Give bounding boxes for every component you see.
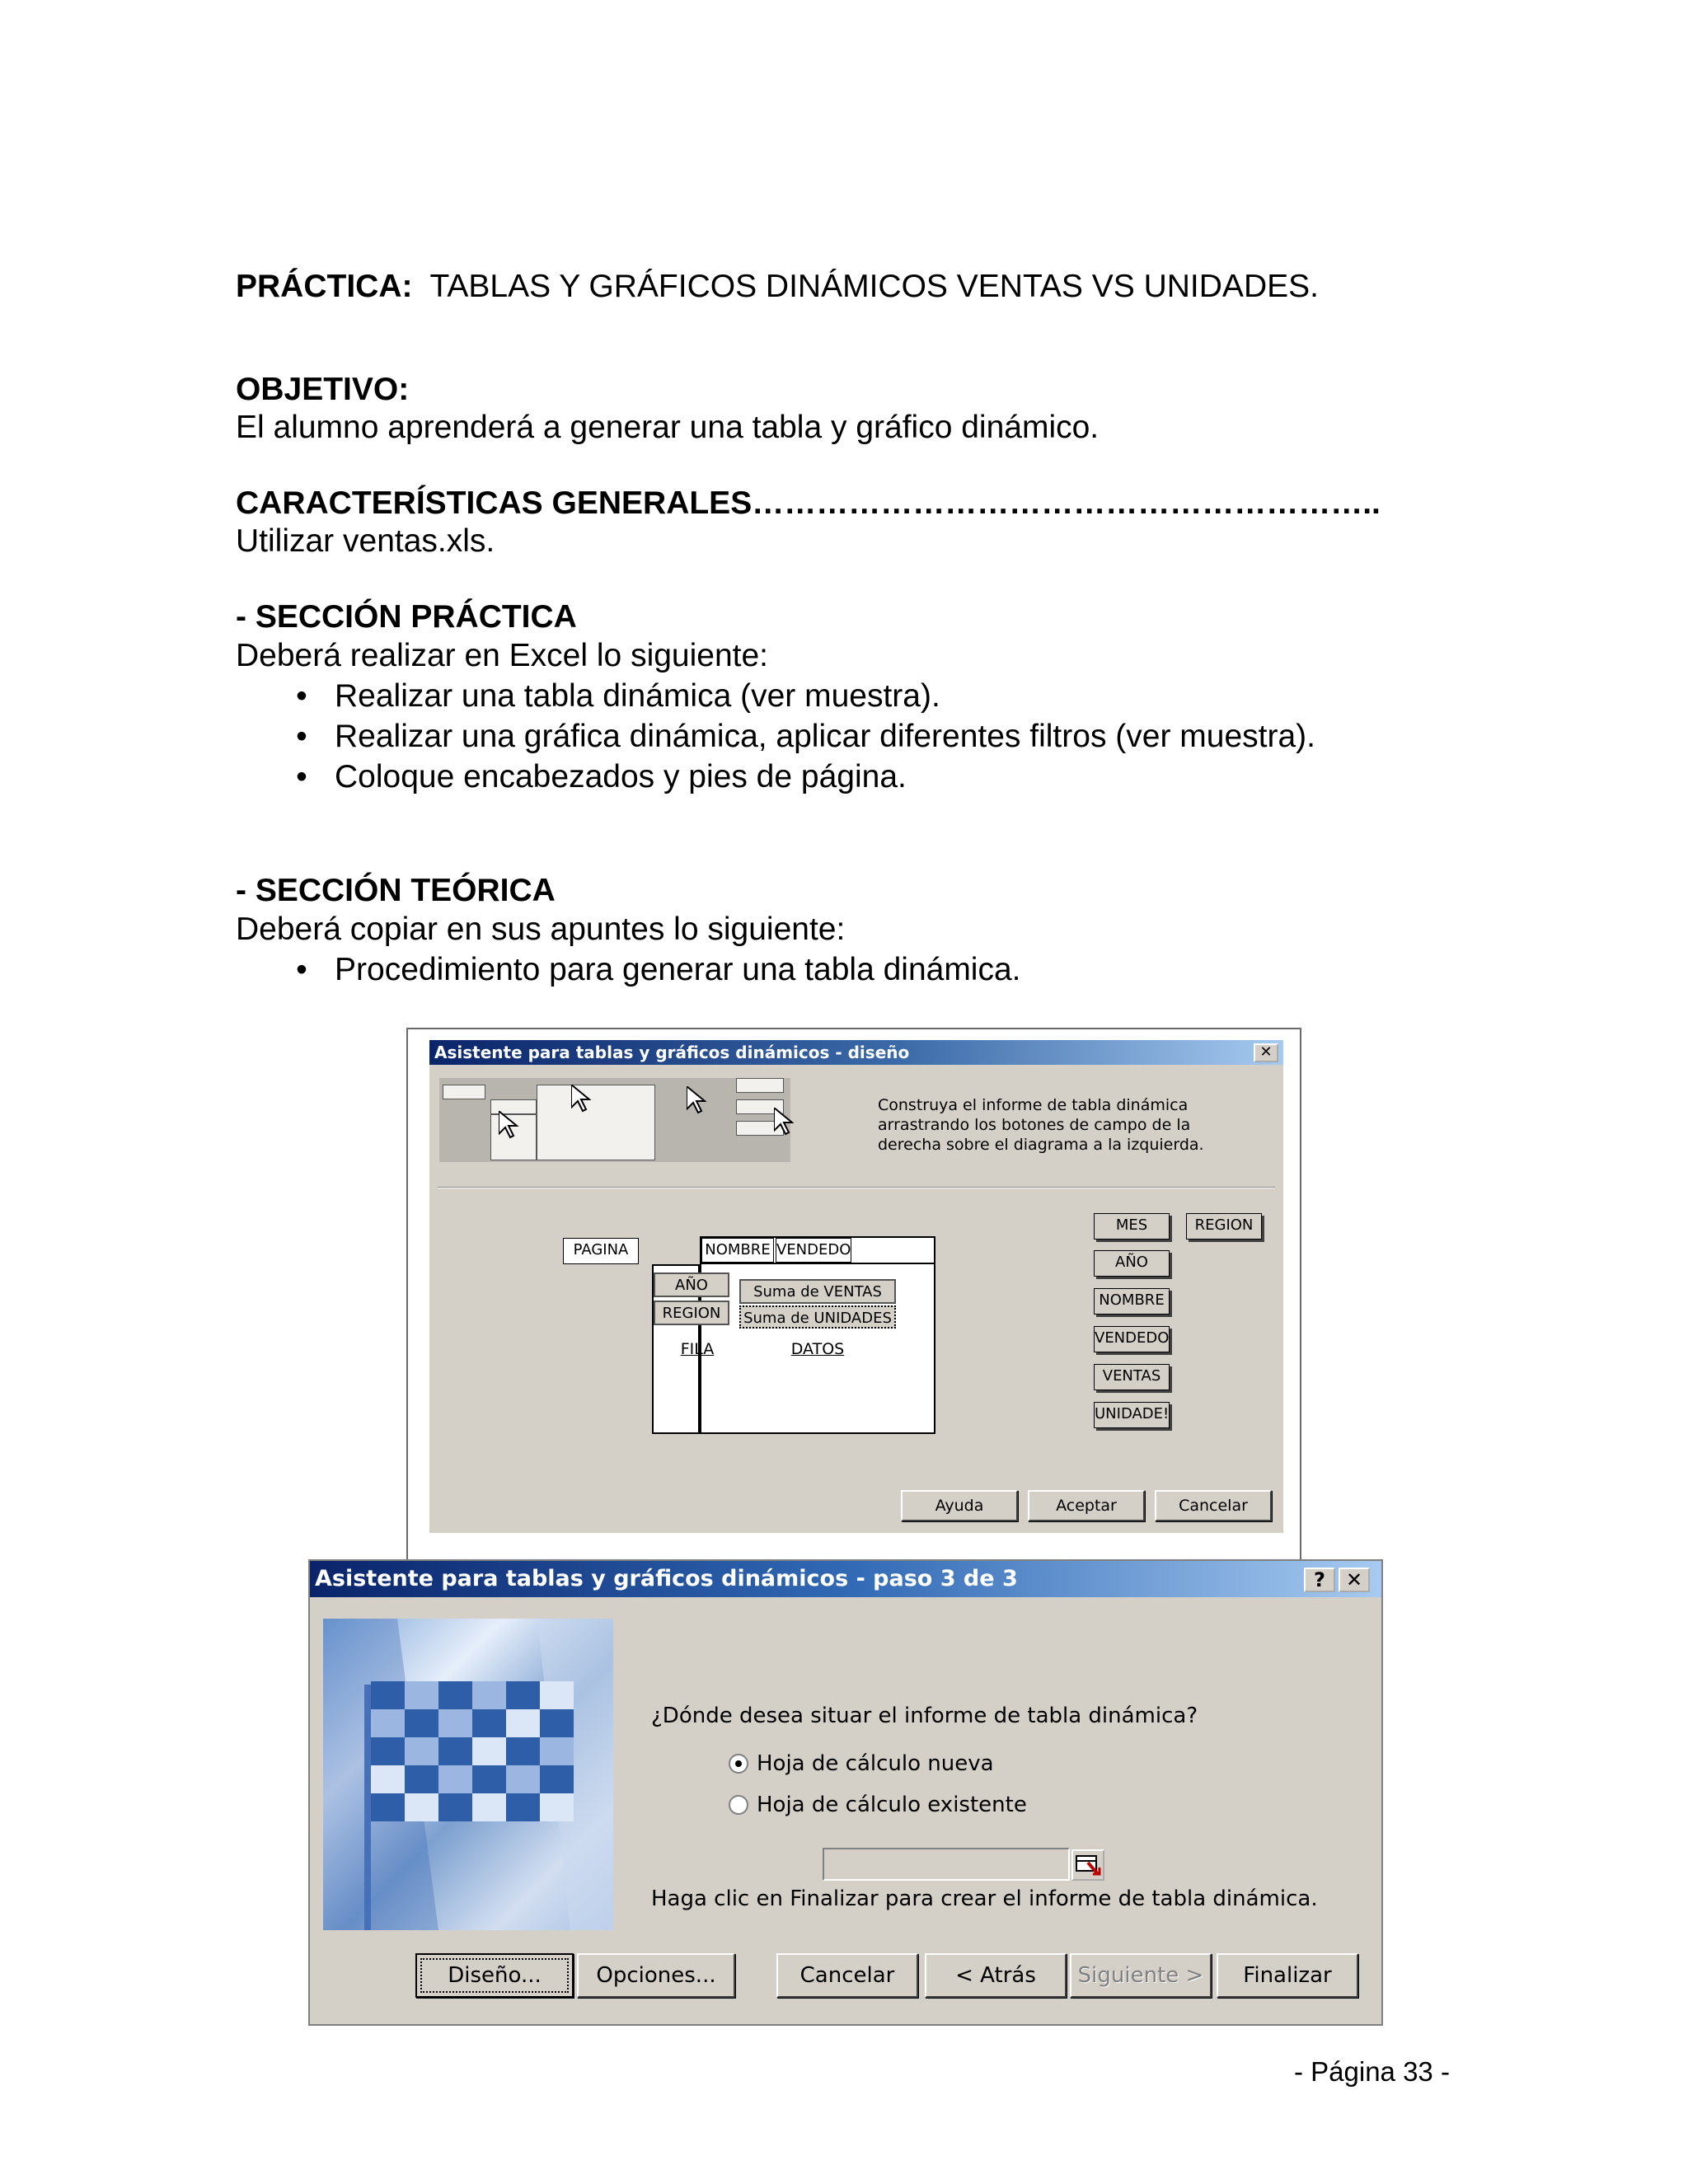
finish-button[interactable] (1217, 1953, 1358, 1998)
caracteristicas-text: Utilizar ventas.xls. (236, 523, 495, 559)
data-field-zone[interactable] (700, 1236, 935, 1434)
layout-dialog-title: Asistente para tablas y gráficos dinámicos - diseño (429, 1040, 1283, 1065)
seccion-practica-intro: Deberá realizar en Excel lo siguiente: (236, 638, 769, 673)
field-button-mes[interactable]: MES (1094, 1213, 1170, 1240)
help-button[interactable] (901, 1490, 1018, 1521)
column-field-nombre[interactable]: NOMBRE (701, 1238, 774, 1263)
practica-label: PRÁCTICA: (236, 269, 413, 304)
checkered-flag-illustration (323, 1619, 613, 1930)
bullet-icon: • (296, 952, 307, 987)
cursor-icon (571, 1085, 591, 1113)
ok-button[interactable] (1028, 1490, 1145, 1521)
column-field-vendedor[interactable]: VENDEDO (776, 1238, 851, 1263)
field-button-ventas[interactable]: VENTAS (1094, 1364, 1170, 1390)
help-button-label: Ayuda (935, 1497, 984, 1515)
data-field-unidades[interactable]: Suma de UNIDADES (739, 1305, 896, 1329)
objetivo-heading: OBJETIVO: (236, 372, 410, 407)
wizard-title: Asistente para tablas y gráficos dinámicos - paso 3 de 3 (310, 1561, 1381, 1597)
layout-button-label: Diseño... (448, 1963, 542, 1988)
next-button[interactable] (1070, 1953, 1212, 1998)
bullet-icon: • (296, 678, 307, 714)
options-button-label: Opciones... (596, 1963, 716, 1988)
ok-button-label: Aceptar (1056, 1497, 1117, 1515)
seccion-teorica-heading: - SECCIÓN TEÓRICA (236, 873, 556, 908)
close-icon[interactable]: ✕ (1254, 1043, 1278, 1062)
layout-dialog (429, 1040, 1283, 1533)
list-item-text: Realizar una gráfica dinámica, aplicar diferentes filtros (ver muestra). (335, 719, 1315, 754)
list-item-text: Realizar una tabla dinámica (ver muestra). (335, 678, 940, 714)
field-button-nombre[interactable]: NOMBRE (1094, 1288, 1170, 1315)
back-button-label: < Atrás (955, 1963, 1036, 1988)
cancel-button[interactable] (1155, 1490, 1272, 1521)
separator (438, 1187, 1275, 1188)
layout-instructions: Construya el informe de tabla dinámica arrastrando los botones de campo de la derecha sobre el diagrama a la izquierda. (878, 1096, 1204, 1154)
row-zone-label: FILA (680, 1340, 715, 1358)
cancel-button-label: Cancelar (799, 1963, 895, 1988)
field-button-region[interactable]: REGION (1186, 1213, 1262, 1240)
range-input[interactable] (823, 1848, 1070, 1881)
cursor-icon (774, 1108, 794, 1136)
caracteristicas-heading: CARACTERÍSTICAS GENERALES………………………………………………….. (236, 485, 1381, 521)
radio-button[interactable] (729, 1795, 748, 1815)
back-button[interactable] (925, 1953, 1067, 1998)
finish-hint: Haga clic en Finalizar para crear el informe de tabla dinámica. (651, 1886, 1318, 1911)
option-existing-sheet-label: Hoja de cálculo existente (757, 1793, 1027, 1817)
data-field-ventas[interactable]: Suma de VENTAS (739, 1279, 896, 1304)
data-zone-label: DATOS (790, 1340, 845, 1358)
page-number: - Página 33 - (1294, 2056, 1450, 2087)
next-button-label: Siguiente > (1077, 1963, 1204, 1988)
cursor-icon (687, 1086, 706, 1114)
option-new-sheet[interactable] (729, 1750, 1058, 1780)
layout-button[interactable] (415, 1953, 574, 1998)
row-field-ano[interactable]: AÑO (654, 1272, 729, 1297)
finish-button-label: Finalizar (1243, 1963, 1332, 1988)
close-icon[interactable]: ✕ (1339, 1568, 1370, 1592)
bullet-icon: • (296, 759, 307, 794)
bullet-icon: • (296, 719, 307, 754)
options-button[interactable] (577, 1953, 735, 1998)
page-field-zone[interactable]: PAGINA (563, 1238, 639, 1264)
layout-diagram-illustration (439, 1078, 790, 1162)
list-item-text: Coloque encabezados y pies de página. (335, 759, 907, 794)
range-select-icon[interactable] (1071, 1849, 1104, 1881)
field-button-vendedor[interactable]: VENDEDO (1094, 1326, 1170, 1352)
field-button-ano[interactable]: AÑO (1094, 1250, 1170, 1277)
wizard-step3-dialog (308, 1559, 1383, 2026)
objetivo-text: El alumno aprenderá a generar una tabla y gráfico dinámico. (236, 410, 1100, 445)
radio-button[interactable] (729, 1754, 748, 1774)
location-question: ¿Dónde desea situar el informe de tabla dinámica? (651, 1704, 1198, 1728)
cancel-button[interactable] (776, 1953, 918, 1998)
seccion-teorica-intro: Deberá copiar en sus apuntes lo siguiente: (236, 912, 846, 947)
cancel-button-label: Cancelar (1179, 1497, 1248, 1515)
row-field-region[interactable]: REGION (654, 1301, 729, 1325)
seccion-practica-heading: - SECCIÓN PRÁCTICA (236, 599, 577, 635)
radio-selected-dot (735, 1760, 742, 1767)
practica-heading (236, 266, 1319, 307)
option-new-sheet-label: Hoja de cálculo nueva (757, 1751, 994, 1776)
list-item-text: Procedimiento para generar una tabla dinámica. (335, 952, 1021, 987)
field-button-unidades[interactable]: UNIDADE! (1094, 1402, 1170, 1428)
cursor-icon (499, 1111, 518, 1139)
option-existing-sheet[interactable] (729, 1792, 1058, 1821)
practica-title: TABLAS Y GRÁFICOS DINÁMICOS VENTAS VS UNIDADES. (429, 269, 1319, 304)
help-icon[interactable]: ? (1304, 1568, 1335, 1592)
